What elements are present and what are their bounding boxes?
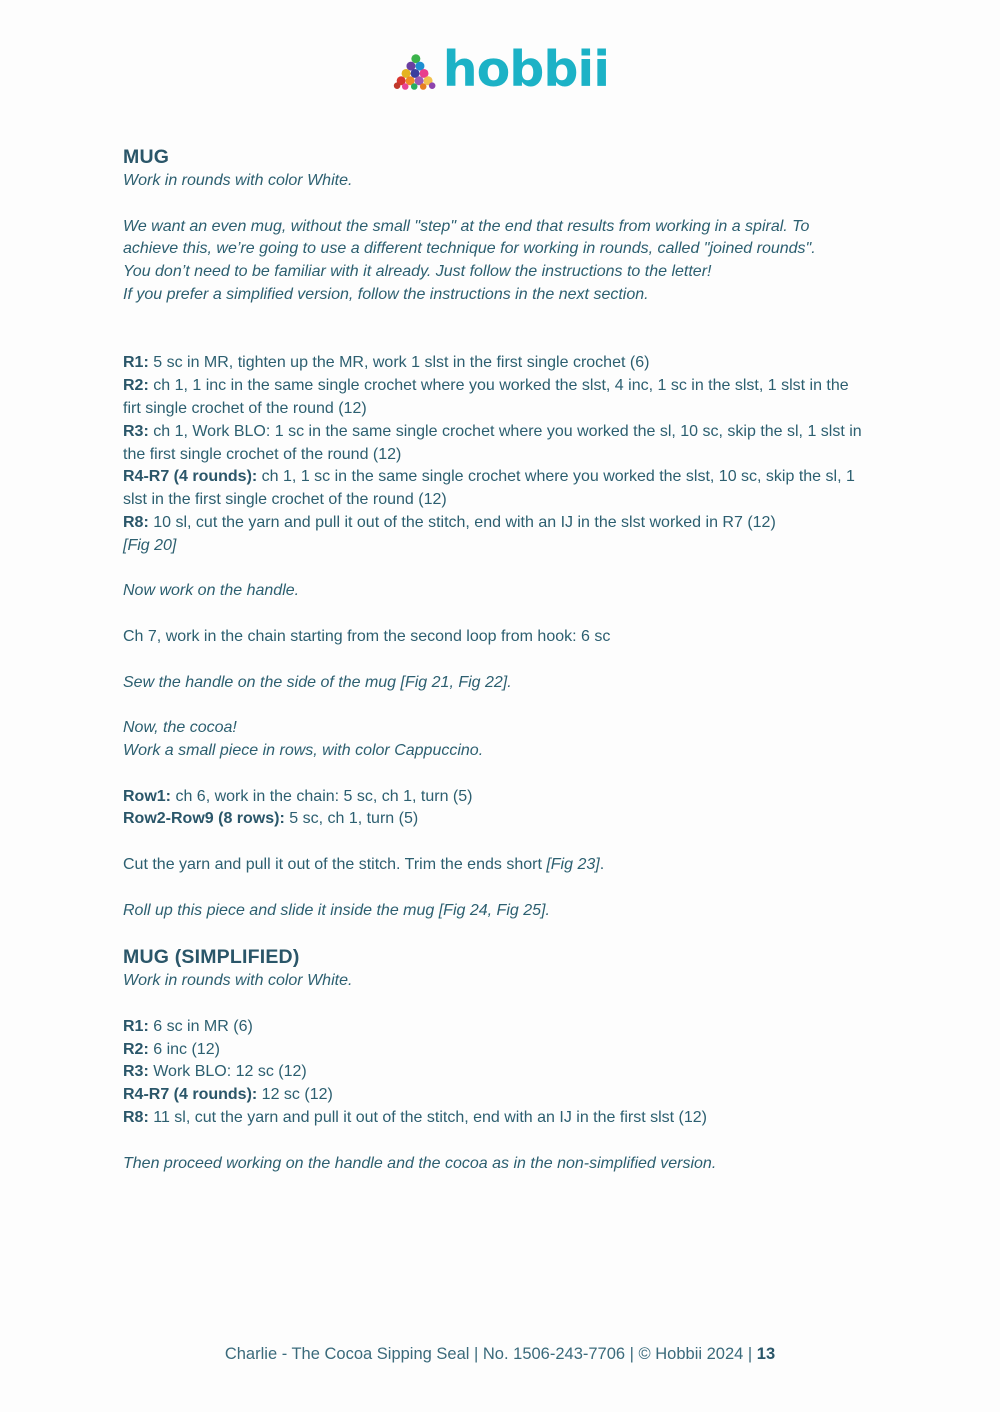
round-label: R1: [123, 1017, 149, 1035]
round-text: ch 1, 1 sc in the same single crochet where you worked the slst, 10 sc, skip the sl, 1 slst in the first single crochet of the round (12) [123, 468, 855, 509]
row-text: ch 6, work in the chain: 5 sc, ch 1, turn (5) [171, 787, 473, 805]
row-text: 5 sc, ch 1, turn (5) [284, 810, 419, 828]
mug-note-line: We want an even mug, without the small "step" at the end that results from working in a spiral. To [123, 217, 810, 235]
cocoa-color-note: Work a small piece in rows, with color Cappuccino. [123, 741, 484, 759]
handle-intro: Now work on the handle. [123, 582, 300, 600]
round-label: R3: [123, 422, 149, 440]
simplified-outro: Then proceed working on the handle and the cocoa as in the non-simplified version. [123, 1154, 717, 1172]
round-label: R4-R7 (4 rounds): [123, 468, 258, 486]
round-label: R2: [123, 1040, 149, 1058]
simplified-round-r1 [123, 1016, 863, 1039]
mug-note-line: achieve this, we’re going to use a different technique for working in rounds, called "joined rounds". [123, 240, 816, 258]
page-number: 13 [756, 1345, 776, 1363]
simplified-round-r4-r7 [123, 1084, 863, 1107]
mug-heading: MUG [123, 146, 170, 168]
simplified-round-r8 [123, 1107, 863, 1130]
round-label: R2: [123, 377, 149, 395]
mug-note-line: If you prefer a simplified version, follow the instructions in the next section. [123, 285, 649, 303]
round-label: R4-R7 (4 rounds): [123, 1086, 258, 1104]
simplified-round-r2 [123, 1039, 863, 1062]
round-label: R3: [123, 1063, 149, 1081]
round-text: ch 1, 1 inc in the same single crochet where you worked the slst, 4 inc, 1 sc in the slst, 1 slst in the firt single crochet of the round (12) [123, 377, 849, 417]
row-label: Row1: [123, 787, 171, 805]
simplified-round-r3 [123, 1061, 863, 1084]
round-text: ch 1, Work BLO: 1 sc in the same single crochet where you worked the sl, 10 sc, skip the sl, 1 slst in the first single crochet of the round (12) [123, 422, 862, 463]
round-label: R8: [123, 1109, 149, 1127]
cut-yarn-end: . [599, 855, 605, 873]
round-text: 10 sl, cut the yarn and pull it out of the stitch, end with an IJ in the slst worked in R7 (12) [148, 513, 776, 531]
round-label: R1: [123, 354, 149, 372]
round-r1 [123, 352, 863, 375]
round-label: R8: [123, 513, 149, 531]
round-r8 [123, 512, 863, 535]
row-2-9 [123, 808, 863, 831]
yarn-ball-pyramid-icon [393, 48, 439, 94]
cut-yarn-instruction [123, 854, 863, 877]
figure-reference: [Fig 23] [546, 855, 600, 873]
cocoa-intro: Now, the cocoa! [123, 719, 237, 737]
mug-note-line: You don’t need to be familiar with it already. Just follow the instructions to the letter! [123, 263, 712, 281]
round-text: 5 sc in MR, tighten up the MR, work 1 slst in the first single crochet (6) [148, 354, 650, 372]
page-footer [0, 1345, 1000, 1364]
round-r3 [123, 421, 863, 467]
roll-up-note: Roll up this piece and slide it inside the mug [Fig 24, Fig 25]. [123, 901, 550, 919]
round-r2 [123, 375, 863, 421]
mug-simplified-heading: MUG (SIMPLIFIED) [123, 946, 300, 969]
sew-handle-note: Sew the handle on the side of the mug [Fig 21, Fig 22]. [123, 673, 512, 691]
round-text: Work BLO: 12 sc (12) [148, 1063, 307, 1081]
cut-yarn-text: Cut the yarn and pull it out of the stitch. Trim the ends short [123, 855, 547, 873]
page-content [123, 144, 863, 1175]
row-1 [123, 786, 863, 809]
round-text: 12 sc (12) [257, 1086, 333, 1104]
row-label: Row2-Row9 (8 rows): [123, 810, 285, 828]
handle-instruction: Ch 7, work in the chain starting from the second loop from hook: 6 sc [123, 627, 611, 645]
footer-text: Charlie - The Cocoa Sipping Seal | No. 1506-243-7706 | © Hobbii 2024 | [224, 1345, 757, 1363]
mug-simplified-intro: Work in rounds with color White. [123, 972, 353, 990]
round-text: 6 sc in MR (6) [148, 1017, 253, 1035]
round-r4-r7 [123, 466, 863, 512]
round-text: 11 sl, cut the yarn and pull it out of the stitch, end with an IJ in the first slst (12) [148, 1109, 707, 1127]
logo-text: hobbii [442, 40, 609, 98]
mug-intro: Work in rounds with color White. [123, 172, 353, 189]
hobbii-logo [393, 40, 609, 98]
figure-reference: [Fig 20] [123, 536, 177, 554]
round-text: 6 inc (12) [148, 1040, 220, 1058]
